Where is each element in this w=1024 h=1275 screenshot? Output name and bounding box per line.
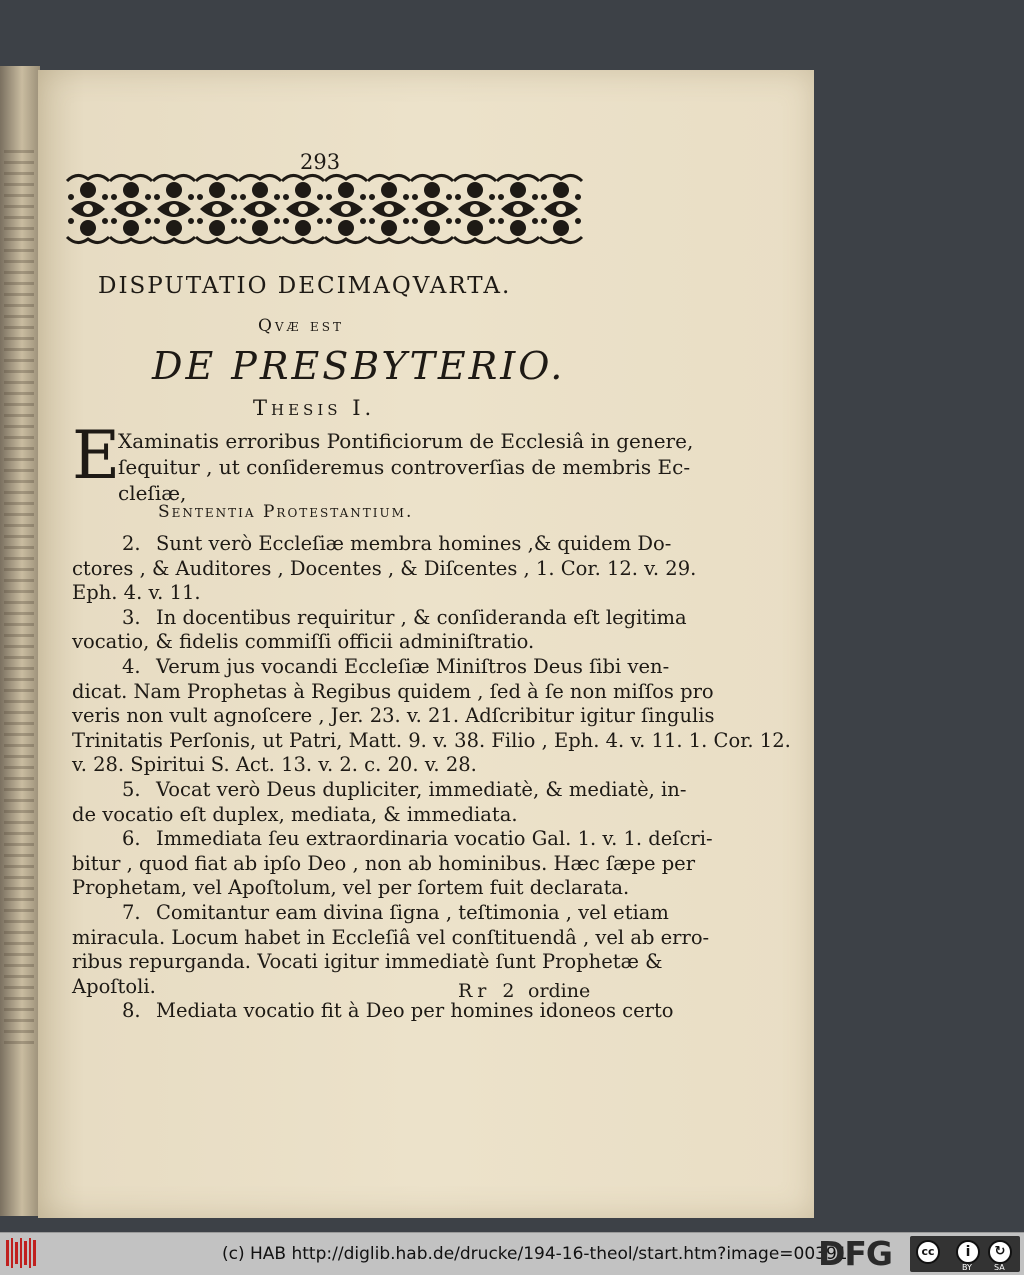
ornament-band xyxy=(64,171,586,247)
thesis-text: Comitantur eam divina ſigna , teſtimonia , vel etiam xyxy=(156,901,669,924)
thesis-number: 3. xyxy=(122,605,141,629)
disputation-heading: DISPUTATIO DECIMAQVARTA. xyxy=(98,273,512,299)
thesis-line: Trinitatis Perſonis, ut Patri, Matt. 9. v. 38. Filio , Eph. 4. v. 11. 1. Cor. 12. xyxy=(72,728,791,752)
thesis-line: miracula. Locum habet in Eccleſiâ vel conſtituendâ , vel ab erro- xyxy=(72,925,710,949)
ornament-motif xyxy=(368,175,410,242)
book-page xyxy=(38,70,814,1218)
ornament-motif xyxy=(110,175,152,242)
thesis-line: dicat. Nam Prophetas à Regibus quidem , ſed à ſe non miſſos pro xyxy=(72,679,714,703)
thesis-text: Verum jus vocandi Eccleſiæ Miniſtros Deus ſibi ven- xyxy=(156,655,670,678)
thesis-line xyxy=(122,999,674,1022)
thesis-line: bitur , quod fiat ab ipſo Deo , non ab hominibus. Hæc ſæpe per xyxy=(72,851,696,875)
share-alike-icon: ↻ xyxy=(988,1240,1012,1264)
thesis-number: 7. xyxy=(122,901,141,924)
thesis-line: ribus repurganda. Vocati igitur immediatè ſunt Prophetæ & xyxy=(72,950,663,974)
thesis-line: v. 28. Spiritui S. Act. 13. v. 2. c. 20. v. 28. xyxy=(72,753,477,777)
thesis-line: de vocatio eſt duplex, mediata, & immediata. xyxy=(72,802,518,826)
thesis-heading: Thesis I. xyxy=(253,396,376,420)
ornament-motif xyxy=(282,175,324,242)
ornament-motif xyxy=(153,175,195,242)
thesis-line xyxy=(122,606,687,629)
ornament-motif xyxy=(325,175,367,242)
cc-icon: cc xyxy=(916,1240,940,1264)
thesis-text: In docentibus requiritur , & conſideranda eſt legitima xyxy=(156,605,687,629)
thesis-line: Prophetam, vel Apoſtolum, vel per ſortem fuit declarata. xyxy=(72,876,630,900)
intro-line: Xaminatis erroribus Pontificiorum de Ecclesiâ in genere, xyxy=(118,429,694,453)
catchword: ordine xyxy=(528,980,591,1002)
thesis-line: Apoſtoli. xyxy=(72,974,156,998)
page-number: 293 xyxy=(300,150,341,174)
thesis-line: ctores , & Auditores , Docentes , & Diſcentes , 1. Cor. 12. v. 29. xyxy=(72,556,697,580)
thesis-number: 4. xyxy=(122,655,141,678)
previous-page-edge xyxy=(4,150,34,1050)
thesis-number: 8. xyxy=(122,999,141,1023)
thesis-text: Vocat verò Deus dupliciter, immediatè, & mediatè, in- xyxy=(156,778,687,801)
subheading: Qvæ est xyxy=(258,316,345,336)
thesis-text: Immediata ſeu extraordinaria vocatio Gal. 1. v. 1. deſcri- xyxy=(156,827,713,851)
hab-barcode-icon[interactable] xyxy=(6,1238,38,1268)
ornament-motif xyxy=(540,175,582,242)
ornament-motif xyxy=(196,175,238,242)
intro-line: ſequitur , ut conſideremus controverſias de membris Ec- xyxy=(118,455,691,479)
ornament-motif xyxy=(497,175,539,242)
ornament-motif xyxy=(411,175,453,242)
footer-bar xyxy=(0,1232,1024,1275)
thesis-number: 5. xyxy=(122,778,141,801)
cc-license-badge[interactable] xyxy=(910,1236,1020,1272)
thesis-line xyxy=(122,655,669,678)
thesis-line xyxy=(122,532,671,555)
ornament-motif xyxy=(67,175,109,242)
thesis-line xyxy=(122,901,669,924)
sa-label: SA xyxy=(994,1263,1005,1272)
ornament-motif xyxy=(454,175,496,242)
attribution-icon: i xyxy=(956,1240,980,1264)
thesis-line: Eph. 4. v. 11. xyxy=(72,581,201,605)
thesis-line xyxy=(122,827,713,850)
dfg-logo[interactable]: DFG xyxy=(818,1234,893,1273)
ornament-motif xyxy=(239,175,281,242)
thesis-line: veris non vult agnoſcere , Jer. 23. v. 21. Adſcribitur igitur ſingulis xyxy=(72,704,715,728)
thesis-text: Sunt verò Eccleſiæ membra homines ,& quidem Do- xyxy=(156,532,672,555)
by-label: BY xyxy=(962,1263,972,1272)
drop-cap: E xyxy=(72,417,121,494)
footer-credit-link[interactable]: (c) HAB http://diglib.hab.de/drucke/194-16-theol/start.htm?image=00391 xyxy=(222,1244,848,1264)
signature-mark: Rr 2 xyxy=(458,980,520,1002)
thesis-number: 6. xyxy=(122,827,141,851)
main-title: DE PRESBYTERIO. xyxy=(152,344,566,388)
thesis-text: Mediata vocatio fit à Deo per homines idoneos certo xyxy=(156,999,674,1023)
thesis-number: 2. xyxy=(122,532,141,555)
intro-line: cleſiæ, xyxy=(118,481,187,505)
thesis-line: vocatio, & fidelis commiſſi officii adminiſtratio. xyxy=(72,630,535,654)
section-heading: Sententia Protestantium. xyxy=(158,502,414,522)
thesis-line xyxy=(122,778,686,801)
